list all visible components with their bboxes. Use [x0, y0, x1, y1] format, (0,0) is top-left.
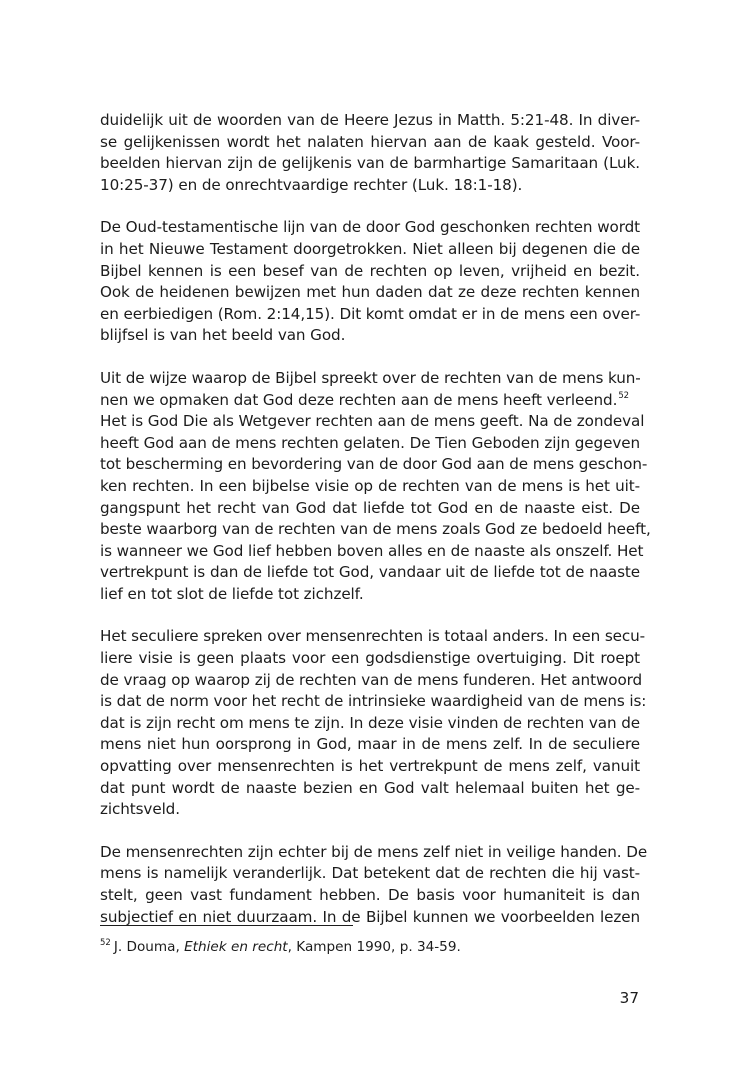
text-line: lief en tot slot de liefde tot zichzelf.: [100, 584, 364, 603]
text-line: is wanneer we God lief hebben boven alles en de naaste als onszelf. Het: [100, 541, 644, 560]
footnote-title: Ethiek en recht: [184, 939, 288, 955]
text-line-with-footnote: [100, 390, 640, 412]
text-line: gangspunt het recht van God dat liefde tot God en de naaste eist. De: [100, 498, 640, 517]
text-line: is dat de norm voor het recht de intrinsieke waardigheid van de mens is:: [100, 692, 647, 711]
text-line: en eerbiedigen (Rom. 2:14,15). Dit komt omdat er in de mens een over-: [100, 304, 641, 323]
text-line: Ook de heidenen bewijzen met hun daden dat ze deze rechten kennen: [100, 283, 640, 302]
footnote-number: 52: [100, 938, 111, 948]
text-line: tot bescherming en bevordering van de door God aan de mens geschon-: [100, 455, 648, 474]
text-line: heeft God aan de mens rechten gelaten. De Tien Geboden zijn gegeven: [100, 433, 640, 452]
text-line: liere visie is geen plaats voor een godsdienstige overtuiging. Dit roept: [100, 649, 640, 668]
text-line: in het Nieuwe Testament doorgetrokken. Niet alleen bij degenen die de: [100, 239, 640, 258]
text-line: opvatting over mensenrechten is het vertrekpunt de mens zelf, vanuit: [100, 757, 640, 776]
text-line: dat is zijn recht om mens te zijn. In deze visie vinden de rechten van de: [100, 713, 640, 732]
text-line: subjectief en niet duurzaam. In de Bijbel kunnen we voorbeelden lezen: [100, 907, 640, 926]
text-line: mens is namelijk veranderlijk. Dat betekent dat de rechten die hij vast-: [100, 864, 640, 883]
text-line: Het is God Die als Wetgever rechten aan de mens geeft. Na de zondeval: [100, 412, 645, 431]
footnote-details: , Kampen 1990, p. 34-59.: [287, 939, 461, 955]
footnote-author: J. Douma,: [113, 939, 185, 955]
text-line: De mensenrechten zijn echter bij de mens zelf niet in veilige handen. De: [100, 842, 648, 861]
body-text: [100, 110, 651, 949]
text-line: 10:25-37) en de onrechtvaardige rechter (Luk. 18:1-18).: [100, 175, 523, 194]
paragraph-3: [100, 368, 651, 606]
text-line: beste waarborg van de rechten van de mens zoals God ze bedoeld heeft,: [100, 520, 651, 539]
text-line: mens niet hun oorsprong in God, maar in de mens zelf. In de seculiere: [100, 735, 640, 754]
text-line: blijfsel is van het beeld van God.: [100, 326, 346, 345]
text-line: vertrekpunt is dan de liefde tot God, vandaar uit de liefde tot de naaste: [100, 563, 640, 582]
paragraph-1: [100, 110, 640, 196]
page-number: 37: [619, 989, 639, 1007]
text-line: Het seculiere spreken over mensenrechten is totaal anders. In een secu-: [100, 627, 646, 646]
paragraph-5: [100, 842, 648, 928]
text-line: De Oud-testamentische lijn van de door God geschonken rechten wordt: [100, 218, 640, 237]
paragraph-4: [100, 626, 647, 820]
text-line: Bijbel kennen is een besef van de rechten op leven, vrijheid en bezit.: [100, 261, 640, 280]
footnote-divider: [100, 925, 353, 926]
text-line: ken rechten. In een bijbelse visie op de rechten van de mens is het uit-: [100, 476, 640, 495]
text-line: Uit de wijze waarop de Bijbel spreekt over de rechten van de mens kun-: [100, 368, 641, 387]
text-line: duidelijk uit de woorden van de Heere Jezus in Matth. 5:21-48. In diver-: [100, 111, 640, 129]
footnote-reference[interactable]: 52: [618, 390, 629, 401]
text-line: de vraag op waarop zij de rechten van de mens funderen. Het antwoord: [100, 670, 643, 689]
text-line: se gelijkenissen wordt het nalaten hiervan aan de kaak gesteld. Voor-: [100, 132, 640, 151]
text-line: dat punt wordt de naaste bezien en God valt helemaal buiten het ge-: [100, 778, 640, 797]
text-line: beelden hiervan zijn de gelijkenis van de barmhartige Samaritaan (Luk.: [100, 154, 640, 173]
text-line: zichtsveld.: [100, 800, 180, 819]
footnote: [100, 938, 461, 956]
paragraph-2: [100, 217, 640, 347]
text-line: nen we opmaken dat God deze rechten aan de mens heeft verleend.: [100, 390, 618, 409]
text-line: stelt, geen vast fundament hebben. De basis voor humaniteit is dan: [100, 886, 640, 904]
